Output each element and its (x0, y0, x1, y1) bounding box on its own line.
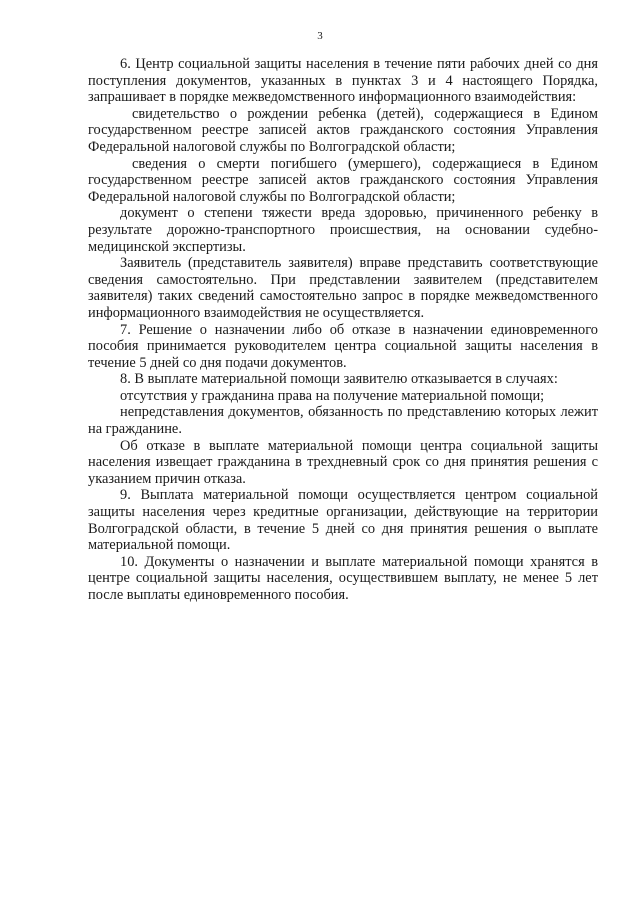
paragraph-9: 9. Выплата материальной помощи осуществляется центром социальной защиты населения через кредитные организации, действующие на территории Волгоградской области, в течение 5 дней со дня принятия решения о выплате материальной помощи. (88, 487, 598, 554)
paragraph-7: 7. Решение о назначении либо об отказе в назначении единовременного пособия принимается руководителем центра социальной защиты населения в течение 5 дней со дня подачи документов. (88, 321, 598, 371)
list-item-birth-certificate: свидетельство о рождении ребенка (детей), содержащиеся в Едином государственном реестре записей актов гражданского состояния Управления Федеральной налоговой службы по Волгоградской области; (88, 105, 598, 155)
paragraph-applicant-right: Заявитель (представитель заявителя) вправе представить соответствующие сведения самостоятельно. При представлении заявителем (представителем заявителя) таких сведений самостоятельно запрос в порядке межведомственного информационного взаимодействия не осуществляется. (88, 255, 598, 321)
list-item-death-info: сведения о смерти погибшего (умершего), содержащиеся в Едином государственном реестре записей актов гражданского состояния Управления Федеральной налоговой службы по Волгоградской области; (88, 155, 598, 205)
page-number: 3 (317, 30, 323, 42)
list-item-injury-document: документ о степени тяжести вреда здоровью, причиненного ребенку в результате дорожно-транспортного происшествия, на основании судебно-медицинской экспертизы. (88, 205, 598, 255)
paragraph-refusal-notice: Об отказе в выплате материальной помощи центра социальной защиты населения извещает гражданина в трехдневный срок со дня принятия решения с указанием причин отказа. (88, 437, 598, 487)
list-item-no-documents: непредставления документов, обязанность по представлению которых лежит на гражданине. (88, 404, 598, 438)
paragraph-10: 10. Документы о назначении и выплате материальной помощи хранятся в центре социальной защиты населения, осуществившем выплату, не менее 5 лет после выплаты единовременного пособия. (88, 553, 598, 603)
paragraph-6: 6. Центр социальной защиты населения в течение пяти рабочих дней со дня поступления документов, указанных в пунктах 3 и 4 настоящего Порядка, запрашивает в порядке межведомственного информационного взаимодействия: (88, 56, 598, 106)
list-item-no-right: отсутствия у гражданина права на получение материальной помощи; (120, 387, 545, 404)
paragraph-8: 8. В выплате материальной помощи заявителю отказывается в случаях: (120, 371, 558, 388)
